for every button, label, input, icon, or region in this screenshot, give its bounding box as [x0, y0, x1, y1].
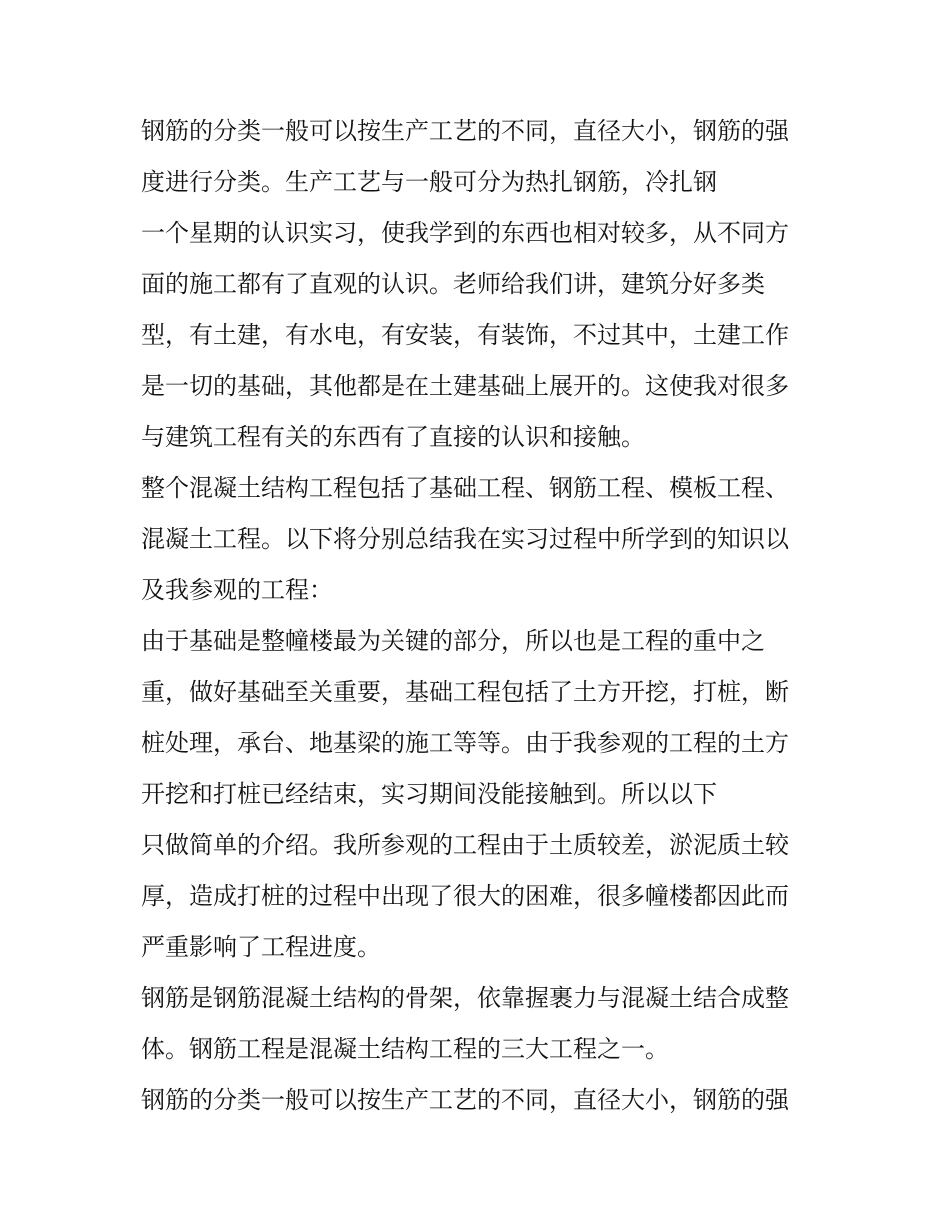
- text-line: 开挖和打桩已经结束，实习期间没能接触到。所以以下: [141, 780, 717, 808]
- text-line: 型，有土建，有水电，有安装，有装饰，不过其中，土建工作: [141, 321, 789, 349]
- text-line: 整个混凝土结构工程包括了基础工程、钢筋工程、模板工程、: [141, 474, 789, 502]
- text-line: 只做简单的介绍。我所参观的工程由于土质较差，淤泥质土较: [141, 831, 789, 859]
- text-line: 由于基础是整幢楼最为关键的部分，所以也是工程的重中之: [141, 627, 765, 655]
- document-body: [141, 106, 821, 1126]
- text-line: 及我参观的工程：: [141, 576, 333, 604]
- text-line: 严重影响了工程进度。: [141, 933, 381, 961]
- text-line: 是一切的基础，其他都是在土建基础上展开的。这使我对很多: [141, 372, 789, 400]
- text-line: 度进行分类。生产工艺与一般可分为热扎钢筋，冷扎钢: [141, 168, 717, 196]
- text-line: 一个星期的认识实习，使我学到的东西也相对较多，从不同方: [141, 219, 789, 247]
- text-line: 钢筋的分类一般可以按生产工艺的不同，直径大小，钢筋的强: [141, 117, 789, 145]
- text-line: 重，做好基础至关重要，基础工程包括了土方开挖，打桩，断: [141, 678, 789, 706]
- text-line: 混凝土工程。以下将分别总结我在实习过程中所学到的知识以: [141, 525, 789, 553]
- text-line: 钢筋的分类一般可以按生产工艺的不同，直径大小，钢筋的强: [141, 1086, 789, 1114]
- text-line: 体。钢筋工程是混凝土结构工程的三大工程之一。: [141, 1035, 669, 1063]
- text-line: 面的施工都有了直观的认识。老师给我们讲，建筑分好多类: [141, 270, 765, 298]
- text-line: 与建筑工程有关的东西有了直接的认识和接触。: [141, 423, 645, 451]
- text-line: 钢筋是钢筋混凝土结构的骨架，依靠握裹力与混凝土结合成整: [141, 984, 789, 1012]
- text-line: 厚，造成打桩的过程中出现了很大的困难，很多幢楼都因此而: [141, 882, 789, 910]
- text-line: 桩处理，承台、地基梁的施工等等。由于我参观的工程的土方: [141, 729, 789, 757]
